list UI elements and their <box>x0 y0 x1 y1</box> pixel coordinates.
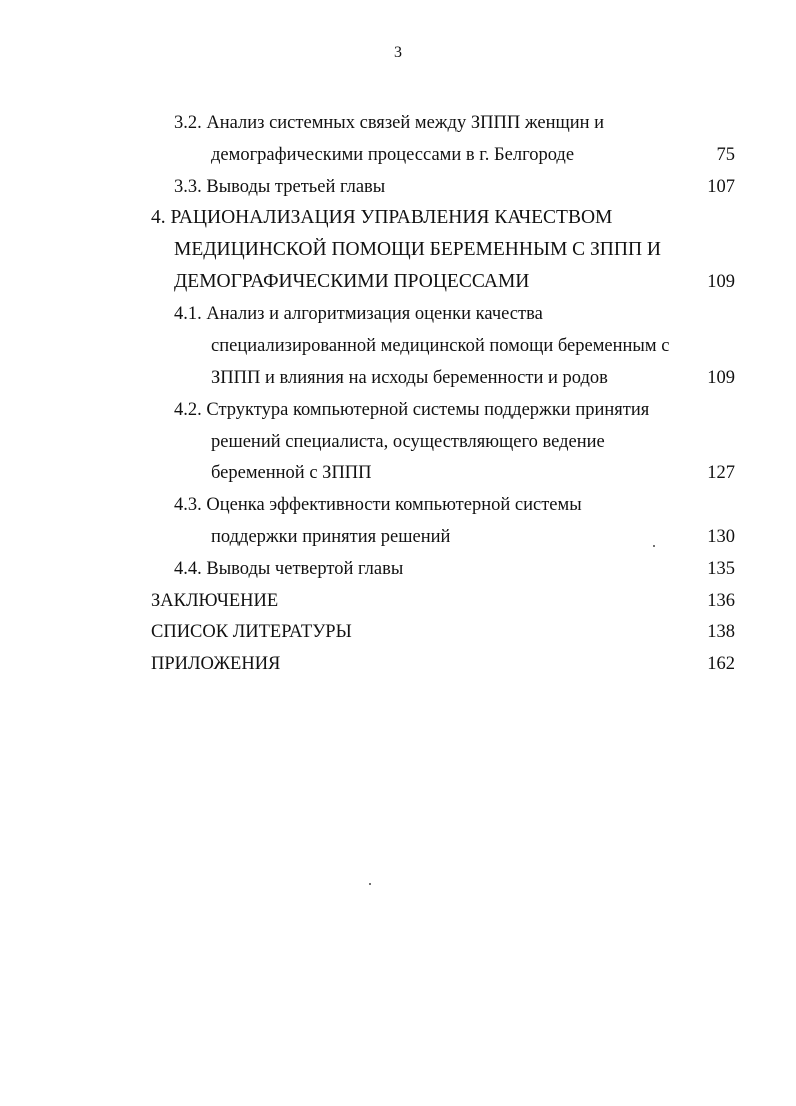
toc-chapter-4-number: 4. <box>151 207 166 228</box>
toc-entry-3-2-page: 75 <box>716 145 735 165</box>
toc-references-page: 138 <box>707 622 735 642</box>
toc-entry-4-1-number: 4.1. <box>174 304 202 324</box>
toc-chapter-4-page: 109 <box>707 272 735 292</box>
toc-entry-3-2-line-1 <box>174 108 604 138</box>
toc-entry-4-1-page: 109 <box>707 368 735 388</box>
toc-entry-3-2-number: 3.2. <box>174 113 202 133</box>
toc-references-title: СПИСОК ЛИТЕРАТУРЫ <box>151 622 352 642</box>
toc-chapter-4-title: РАЦИОНАЛИЗАЦИЯ УПРАВЛЕНИЯ КАЧЕСТВОМ <box>170 207 613 228</box>
toc-entry-3-2-title: Анализ системных связей между ЗППП женщин и <box>206 113 605 133</box>
toc-entry-4-4-page: 135 <box>707 559 735 579</box>
toc-appendices-page: 162 <box>707 654 735 674</box>
toc-entry-4-3-title: Оценка эффективности компьютерной системы <box>206 495 582 515</box>
toc-entry-4-2-line-2: решений специалиста, осуществляющего ведение <box>211 432 605 452</box>
toc-entry-4-4-number: 4.4. <box>174 559 202 579</box>
toc-entry-4-3-number: 4.3. <box>174 495 202 515</box>
toc-entry-4-1-line-1 <box>174 299 543 329</box>
toc-entry-4-4-title: Выводы четвертой главы <box>206 559 404 579</box>
toc-entry-4-1-title: Анализ и алгоритмизация оценки качества <box>206 304 543 324</box>
page-number: 3 <box>394 44 402 61</box>
toc-entry-4-3-line-2: поддержки принятия решений <box>211 527 451 547</box>
toc-chapter-4-line-3: ДЕМОГРАФИЧЕСКИМИ ПРОЦЕССАМИ <box>174 271 530 292</box>
toc-entry-4-3-line-1 <box>174 490 582 520</box>
toc-entry-3-3-title: Выводы третьей главы <box>206 177 386 197</box>
toc-entry-3-3-line-1 <box>174 172 385 202</box>
toc-conclusion-page: 136 <box>707 591 735 611</box>
toc-entry-4-2-line-1 <box>174 395 649 425</box>
toc-entry-4-2-number: 4.2. <box>174 400 202 420</box>
scan-speck <box>653 545 655 547</box>
toc-entry-4-2-title: Структура компьютерной системы поддержки принятия <box>206 400 650 420</box>
toc-chapter-4-line-2: МЕДИЦИНСКОЙ ПОМОЩИ БЕРЕМЕННЫМ С ЗППП И <box>174 239 662 260</box>
toc-entry-4-1-line-3: ЗППП и влияния на исходы беременности и родов <box>211 368 608 388</box>
toc-entry-4-2-page: 127 <box>707 463 735 483</box>
toc-entry-4-3-page: 130 <box>707 527 735 547</box>
toc-entry-3-3-page: 107 <box>707 177 735 197</box>
toc-chapter-4-line-1 <box>151 203 612 233</box>
toc-entry-4-1-line-2: специализированной медицинской помощи беременным с <box>211 336 670 356</box>
scan-speck <box>369 883 371 885</box>
toc-conclusion-title: ЗАКЛЮЧЕНИЕ <box>151 591 279 611</box>
toc-entry-4-2-line-3: беременной с ЗППП <box>211 463 372 483</box>
toc-entry-3-2-line-2: демографическими процессами в г. Белгороде <box>211 145 575 165</box>
toc-entry-4-4-line-1 <box>174 554 403 584</box>
toc-entry-3-3-number: 3.3. <box>174 177 202 197</box>
toc-appendices-title: ПРИЛОЖЕНИЯ <box>151 654 281 674</box>
